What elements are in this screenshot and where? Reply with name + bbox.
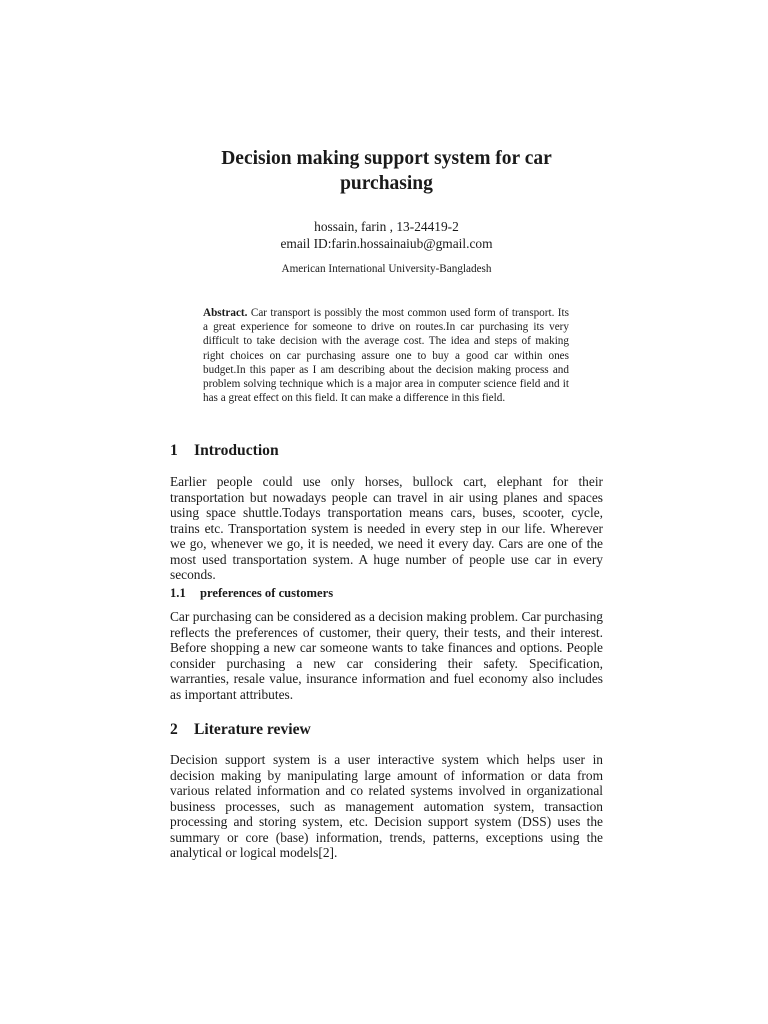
section-body-literature-review: Decision support system is a user interactive system which helps user in decision making by manipulating large amount of information or data from various related information and co related systems involved in organizational business processes, such as management automation system, transaction processing and storing system, etc. Decision support system (DSS) uses the summary or core (base) information, trends, patterns, exceptions using the analytical or logical models[2]. [170,752,603,860]
section-number: 1 [170,442,178,459]
abstract [203,306,569,405]
section-title: Introduction [194,442,279,459]
subsection-number: 1.1 [170,586,186,600]
section-number: 2 [170,721,178,738]
section-title: Literature review [194,721,311,738]
author-block [170,218,603,252]
subsection-heading-preferences [170,585,333,601]
title-line-2: purchasing [340,173,433,194]
subsection-body-preferences: Car purchasing can be considered as a decision making problem. Car purchasing reflects the preferences of customer, their query, their tests, and their interest. Before shopping a new car someone wants to take finances and options. People consider purchasing a new car considering their safety. Specification, warranties, resale value, insurance information and fuel economy also includes as important attributes. [170,609,603,702]
author-email: email ID:farin.hossainaiub@gmail.com [280,236,493,251]
paper-title [170,146,603,196]
subsection-title: preferences of customers [200,586,334,600]
title-line-1: Decision making support system for car [221,148,552,169]
section-body-introduction: Earlier people could use only horses, bullock cart, elephant for their transportation but nowadays people can travel in air using planes and spaces using space shuttle.Todays transportation means cars, buses, scooter, cycle, trains etc. Transportation system is needed in every step in our life. Wherever we go, whenever we go, it is needed, we need it every day. Cars are one of the most used transportation system. A huge number of people use car in every seconds. [170,474,603,582]
author-name: hossain, farin , 13-24419-2 [314,219,459,234]
section-heading-literature-review [170,720,311,740]
affiliation: American International University-Bangladesh [281,263,492,275]
section-heading-introduction [170,441,279,461]
abstract-label: Abstract. [203,307,248,319]
abstract-text: Car transport is possibly the most common used form of transport. Its a great experience for someone to drive on routes.In car purchasing its very difficult to take decision with the average cost. The idea and steps of making right choices on car purchasing assure one to buy a good car within ones budget.In this paper as I am describing about the decision making process and problem solving technique which is a major area in computer science field and it has a great effect on this field. It can make a difference in this field. [203,307,569,405]
